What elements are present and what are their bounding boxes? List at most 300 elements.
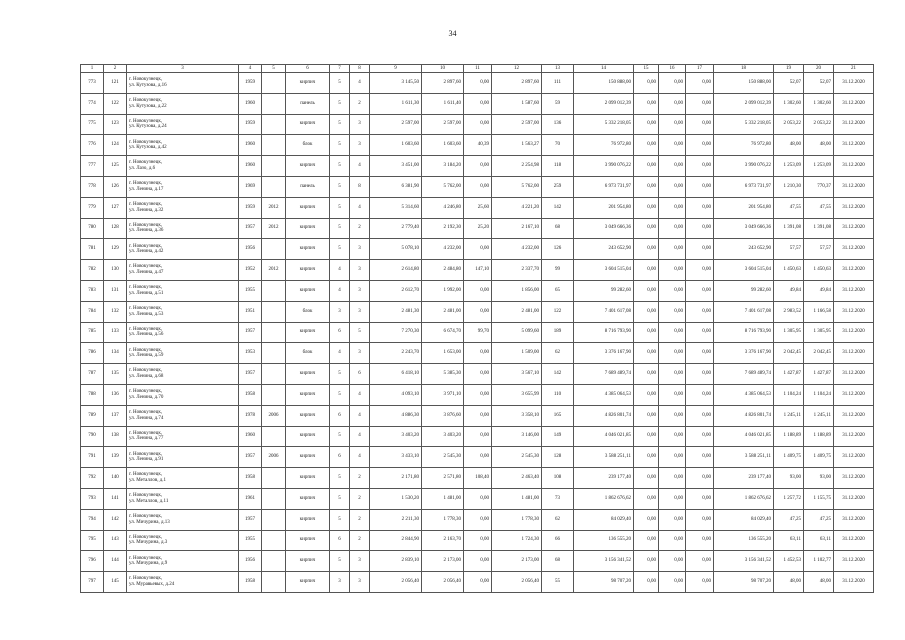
column-header-11: 11 — [464, 65, 492, 73]
cell-c16: 0,00 — [659, 426, 686, 447]
table-row — [81, 239, 874, 260]
cell-c6: кирпич — [286, 260, 330, 281]
cell-c21: 31.12.2020 — [834, 260, 874, 281]
column-header-10: 10 — [422, 65, 464, 73]
address-cell — [127, 322, 239, 343]
cell-c18: 4 385 064,53 — [714, 384, 774, 405]
cell-c7: 5 — [330, 384, 350, 405]
cell-c16: 0,00 — [659, 197, 686, 218]
cell-c15: 0,00 — [634, 384, 659, 405]
cell-c16: 0,00 — [659, 384, 686, 405]
address-cell — [127, 197, 239, 218]
cell-c8: 4 — [350, 73, 370, 94]
cell-c1: 778 — [81, 176, 104, 197]
cell-c8: 6 — [350, 364, 370, 385]
address-city: г. Новокузнецк, — [129, 326, 163, 332]
table-row — [81, 488, 874, 509]
cell-c5: 2012 — [262, 218, 286, 239]
address-street: ул. Мичурина, д.3 — [129, 540, 168, 546]
address-cell — [127, 135, 239, 156]
column-header-20: 20 — [804, 65, 834, 73]
cell-c10: 4 246,80 — [422, 197, 464, 218]
cell-c7: 6 — [330, 405, 350, 426]
cell-c13: 122 — [542, 301, 574, 322]
cell-c5: 2012 — [262, 260, 286, 281]
cell-c1: 792 — [81, 468, 104, 489]
address-city: г. Новокузнецк, — [129, 472, 163, 478]
cell-c8: 2 — [350, 218, 370, 239]
cell-c8: 2 — [350, 93, 370, 114]
cell-c6: кирпич — [286, 488, 330, 509]
cell-c6: кирпич — [286, 197, 330, 218]
cell-c17: 0,00 — [686, 218, 714, 239]
address-cell — [127, 73, 239, 94]
column-header-14: 14 — [574, 65, 634, 73]
cell-c19: 1 253,09 — [774, 156, 804, 177]
address-street: ул. Ленина, д.77 — [129, 436, 164, 442]
cell-c20: 1 302,60 — [804, 93, 834, 114]
cell-c2: 127 — [104, 197, 127, 218]
cell-c18: 3 376 167,90 — [714, 343, 774, 364]
cell-c9: 5 078,10 — [370, 239, 422, 260]
cell-c16: 0,00 — [659, 73, 686, 94]
cell-c21: 31.12.2020 — [834, 447, 874, 468]
cell-c6: кирпич — [286, 156, 330, 177]
address-street: ул. Ленина, д.36 — [129, 228, 164, 234]
address-street: ул. Мичурина, д.13 — [129, 519, 170, 525]
cell-c1: 783 — [81, 280, 104, 301]
address-cell — [127, 530, 239, 551]
cell-c9: 5 314,60 — [370, 197, 422, 218]
cell-c5 — [262, 551, 286, 572]
address-street: ул. Ленина, д.51 — [129, 290, 164, 296]
cell-c2: 136 — [104, 384, 127, 405]
cell-c1: 779 — [81, 197, 104, 218]
cell-c4: 1960 — [239, 426, 262, 447]
cell-c10: 2 192,30 — [422, 218, 464, 239]
cell-c11: 0,00 — [464, 509, 492, 530]
cell-c14: 3 156 341,52 — [574, 551, 634, 572]
cell-c16: 0,00 — [659, 322, 686, 343]
cell-c5 — [262, 343, 286, 364]
cell-c12: 1 856,00 — [492, 280, 542, 301]
cell-c16: 0,00 — [659, 572, 686, 593]
cell-c4: 1951 — [239, 301, 262, 322]
cell-c14: 84 029,40 — [574, 509, 634, 530]
cell-c18: 136 555,20 — [714, 530, 774, 551]
cell-c17: 0,00 — [686, 114, 714, 135]
table-header-row — [81, 65, 874, 73]
cell-c13: 73 — [542, 488, 574, 509]
address-cell — [127, 93, 239, 114]
address-cell — [127, 364, 239, 385]
cell-c9: 2 612,70 — [370, 280, 422, 301]
cell-c8: 5 — [350, 322, 370, 343]
cell-c7: 5 — [330, 114, 350, 135]
cell-c14: 243 652,90 — [574, 239, 634, 260]
cell-c19: 1 391,08 — [774, 218, 804, 239]
cell-c10: 5 385,30 — [422, 364, 464, 385]
address-street: ул. Мичурина, д.9 — [129, 561, 168, 567]
cell-c8: 3 — [350, 551, 370, 572]
cell-c4: 1957 — [239, 218, 262, 239]
cell-c1: 775 — [81, 114, 104, 135]
cell-c18: 99 282,60 — [714, 280, 774, 301]
cell-c6: кирпич — [286, 509, 330, 530]
cell-c11: 0,00 — [464, 239, 492, 260]
cell-c9: 2 844,90 — [370, 530, 422, 551]
cell-c20: 1 305,95 — [804, 322, 834, 343]
cell-c18: 3 604 515,04 — [714, 260, 774, 281]
table-row — [81, 260, 874, 281]
cell-c12: 1 563,27 — [492, 135, 542, 156]
cell-c17: 0,00 — [686, 509, 714, 530]
cell-c10: 2 597,00 — [422, 114, 464, 135]
cell-c8: 2 — [350, 530, 370, 551]
cell-c12: 2 597,00 — [492, 114, 542, 135]
cell-c4: 1957 — [239, 447, 262, 468]
cell-c6: кирпич — [286, 468, 330, 489]
table-row — [81, 426, 874, 447]
cell-c12: 5 762,00 — [492, 176, 542, 197]
table-row — [81, 468, 874, 489]
cell-c11: 0,00 — [464, 530, 492, 551]
cell-c19: 63,11 — [774, 530, 804, 551]
cell-c12: 2 173,00 — [492, 551, 542, 572]
cell-c7: 5 — [330, 509, 350, 530]
cell-c17: 0,00 — [686, 260, 714, 281]
cell-c4: 1957 — [239, 364, 262, 385]
cell-c1: 791 — [81, 447, 104, 468]
cell-c9: 3 433,10 — [370, 447, 422, 468]
cell-c18: 7 401 617,08 — [714, 301, 774, 322]
column-header-3: 3 — [127, 65, 239, 73]
cell-c2: 144 — [104, 551, 127, 572]
cell-c13: 126 — [542, 239, 574, 260]
cell-c6: кирпич — [286, 384, 330, 405]
address-city: г. Новокузнецк, — [129, 139, 163, 145]
column-header-2: 2 — [104, 65, 127, 73]
cell-c7: 5 — [330, 551, 350, 572]
cell-c9: 6 418,10 — [370, 364, 422, 385]
column-header-8: 8 — [350, 65, 370, 73]
cell-c20: 1 188,89 — [804, 426, 834, 447]
cell-c17: 0,00 — [686, 551, 714, 572]
cell-c15: 0,00 — [634, 73, 659, 94]
address-street: ул. Ленина, д.91 — [129, 457, 164, 463]
cell-c13: 55 — [542, 572, 574, 593]
cell-c16: 0,00 — [659, 364, 686, 385]
cell-c19: 1 450,63 — [774, 260, 804, 281]
cell-c11: 147,10 — [464, 260, 492, 281]
cell-c7: 4 — [330, 280, 350, 301]
cell-c14: 3 049 666,36 — [574, 218, 634, 239]
cell-c8: 3 — [350, 301, 370, 322]
cell-c21: 31.12.2020 — [834, 73, 874, 94]
cell-c1: 793 — [81, 488, 104, 509]
table-row — [81, 114, 874, 135]
cell-c1: 776 — [81, 135, 104, 156]
cell-c14: 2 099 012,39 — [574, 93, 634, 114]
cell-c5 — [262, 426, 286, 447]
cell-c12: 3 567,10 — [492, 364, 542, 385]
table-row — [81, 156, 874, 177]
column-header-15: 15 — [634, 65, 659, 73]
table-row — [81, 176, 874, 197]
cell-c18: 3 990 076,22 — [714, 156, 774, 177]
cell-c2: 132 — [104, 301, 127, 322]
cell-c19: 1 245,11 — [774, 405, 804, 426]
cell-c1: 790 — [81, 426, 104, 447]
cell-c10: 3 403,20 — [422, 426, 464, 447]
cell-c14: 4 385 064,53 — [574, 384, 634, 405]
cell-c17: 0,00 — [686, 405, 714, 426]
cell-c12: 2 254,98 — [492, 156, 542, 177]
address-city: г. Новокузнецк, — [129, 306, 163, 312]
cell-c13: 142 — [542, 197, 574, 218]
cell-c7: 5 — [330, 73, 350, 94]
cell-c14: 99 282,60 — [574, 280, 634, 301]
column-header-4: 4 — [239, 65, 262, 73]
cell-c21: 31.12.2020 — [834, 572, 874, 593]
cell-c9: 2 481,30 — [370, 301, 422, 322]
cell-c21: 31.12.2020 — [834, 114, 874, 135]
cell-c7: 5 — [330, 218, 350, 239]
cell-c21: 31.12.2020 — [834, 135, 874, 156]
cell-c13: 62 — [542, 343, 574, 364]
cell-c1: 794 — [81, 509, 104, 530]
cell-c5: 2012 — [262, 197, 286, 218]
cell-c8: 3 — [350, 260, 370, 281]
cell-c21: 31.12.2020 — [834, 509, 874, 530]
page-number: 34 — [448, 29, 457, 38]
cell-c8: 3 — [350, 572, 370, 593]
cell-c17: 0,00 — [686, 530, 714, 551]
address-street: ул. Кутузова, д.22 — [129, 103, 167, 109]
column-header-17: 17 — [686, 65, 714, 73]
cell-c21: 31.12.2020 — [834, 551, 874, 572]
cell-c5 — [262, 176, 286, 197]
cell-c6: кирпич — [286, 572, 330, 593]
cell-c16: 0,00 — [659, 260, 686, 281]
cell-c11: 0,00 — [464, 384, 492, 405]
cell-c18: 4 046 021,85 — [714, 426, 774, 447]
cell-c20: 770,37 — [804, 176, 834, 197]
cell-c6: блок — [286, 343, 330, 364]
cell-c19: 1 104,24 — [774, 384, 804, 405]
table-row — [81, 343, 874, 364]
cell-c6: блок — [286, 135, 330, 156]
cell-c17: 0,00 — [686, 572, 714, 593]
cell-c15: 0,00 — [634, 280, 659, 301]
cell-c21: 31.12.2020 — [834, 322, 874, 343]
cell-c11: 0,00 — [464, 551, 492, 572]
cell-c7: 6 — [330, 530, 350, 551]
cell-c18: 2 099 012,39 — [714, 93, 774, 114]
cell-c21: 31.12.2020 — [834, 156, 874, 177]
cell-c19: 57,57 — [774, 239, 804, 260]
cell-c9: 1 603,60 — [370, 135, 422, 156]
cell-c9: 2 171,80 — [370, 468, 422, 489]
cell-c10: 1 603,60 — [422, 135, 464, 156]
table-row — [81, 447, 874, 468]
cell-c4: 1969 — [239, 176, 262, 197]
column-header-13: 13 — [542, 65, 574, 73]
cell-c15: 0,00 — [634, 260, 659, 281]
cell-c10: 1 778,30 — [422, 509, 464, 530]
cell-c5 — [262, 572, 286, 593]
cell-c15: 0,00 — [634, 197, 659, 218]
cell-c13: 189 — [542, 322, 574, 343]
cell-c1: 795 — [81, 530, 104, 551]
cell-c7: 5 — [330, 156, 350, 177]
cell-c10: 2 481,00 — [422, 301, 464, 322]
cell-c9: 2 243,70 — [370, 343, 422, 364]
cell-c4: 1952 — [239, 260, 262, 281]
cell-c4: 1956 — [239, 551, 262, 572]
cell-c13: 165 — [542, 405, 574, 426]
cell-c19: 93,00 — [774, 468, 804, 489]
cell-c16: 0,00 — [659, 447, 686, 468]
address-city: г. Новокузнецк, — [129, 243, 163, 249]
cell-c14: 7 689 489,74 — [574, 364, 634, 385]
cell-c18: 84 029,40 — [714, 509, 774, 530]
cell-c14: 239 177,40 — [574, 468, 634, 489]
cell-c7: 5 — [330, 93, 350, 114]
cell-c7: 5 — [330, 426, 350, 447]
column-header-7: 7 — [330, 65, 350, 73]
cell-c16: 0,00 — [659, 551, 686, 572]
cell-c4: 1961 — [239, 488, 262, 509]
cell-c5: 2006 — [262, 405, 286, 426]
address-street: ул. Металлов, д.1 — [129, 478, 167, 484]
cell-c12: 3 655,99 — [492, 384, 542, 405]
cell-c16: 0,00 — [659, 530, 686, 551]
cell-c19: 48,00 — [774, 572, 804, 593]
cell-c18: 3 156 341,52 — [714, 551, 774, 572]
cell-c1: 773 — [81, 73, 104, 94]
cell-c4: 1960 — [239, 135, 262, 156]
cell-c10: 1 611,40 — [422, 93, 464, 114]
cell-c16: 0,00 — [659, 405, 686, 426]
cell-c18: 76 972,80 — [714, 135, 774, 156]
cell-c10: 2 571,80 — [422, 468, 464, 489]
cell-c15: 0,00 — [634, 405, 659, 426]
cell-c2: 141 — [104, 488, 127, 509]
cell-c4: 1953 — [239, 343, 262, 364]
table-row — [81, 509, 874, 530]
table-row — [81, 405, 874, 426]
cell-c7: 3 — [330, 572, 350, 593]
cell-c1: 782 — [81, 260, 104, 281]
cell-c1: 774 — [81, 93, 104, 114]
table-row — [81, 530, 874, 551]
address-city: г. Новокузнецк, — [129, 368, 163, 374]
cell-c13: 128 — [542, 447, 574, 468]
cell-c2: 133 — [104, 322, 127, 343]
cell-c7: 5 — [330, 176, 350, 197]
cell-c18: 1 862 676,62 — [714, 488, 774, 509]
cell-c9: 2 614,80 — [370, 260, 422, 281]
cell-c21: 31.12.2020 — [834, 405, 874, 426]
table-row — [81, 93, 874, 114]
cell-c14: 3 990 076,22 — [574, 156, 634, 177]
cell-c14: 98 707,20 — [574, 572, 634, 593]
cell-c12: 2 167,10 — [492, 218, 542, 239]
cell-c13: 70 — [542, 135, 574, 156]
cell-c12: 5 099,60 — [492, 322, 542, 343]
cell-c2: 129 — [104, 239, 127, 260]
address-street: ул. Кутузова, д.42 — [129, 145, 167, 151]
cell-c20: 57,57 — [804, 239, 834, 260]
cell-c15: 0,00 — [634, 156, 659, 177]
address-city: г. Новокузнецк, — [129, 222, 163, 228]
address-cell — [127, 447, 239, 468]
cell-c18: 5 332 218,05 — [714, 114, 774, 135]
cell-c15: 0,00 — [634, 93, 659, 114]
cell-c19: 47,25 — [774, 509, 804, 530]
cell-c12: 2 056,40 — [492, 572, 542, 593]
cell-c17: 0,00 — [686, 135, 714, 156]
cell-c2: 130 — [104, 260, 127, 281]
cell-c1: 785 — [81, 322, 104, 343]
cell-c19: 47,55 — [774, 197, 804, 218]
cell-c20: 2 053,22 — [804, 114, 834, 135]
cell-c11: 0,00 — [464, 280, 492, 301]
cell-c5 — [262, 530, 286, 551]
cell-c15: 0,00 — [634, 322, 659, 343]
cell-c13: 68 — [542, 218, 574, 239]
cell-c13: 65 — [542, 280, 574, 301]
housing-register-table — [80, 64, 874, 593]
cell-c14: 3 588 251,11 — [574, 447, 634, 468]
address-street: ул. Ленина, д.68 — [129, 374, 164, 380]
cell-c11: 0,00 — [464, 301, 492, 322]
cell-c8: 4 — [350, 197, 370, 218]
cell-c15: 0,00 — [634, 218, 659, 239]
cell-c14: 5 332 218,05 — [574, 114, 634, 135]
cell-c10: 2 897,60 — [422, 73, 464, 94]
cell-c17: 0,00 — [686, 197, 714, 218]
cell-c13: 108 — [542, 468, 574, 489]
column-header-19: 19 — [774, 65, 804, 73]
address-street: ул. Ленина, д.74 — [129, 415, 164, 421]
address-cell — [127, 468, 239, 489]
cell-c1: 787 — [81, 364, 104, 385]
cell-c11: 99,70 — [464, 322, 492, 343]
cell-c21: 31.12.2020 — [834, 530, 874, 551]
cell-c11: 0,00 — [464, 176, 492, 197]
cell-c17: 0,00 — [686, 239, 714, 260]
cell-c2: 124 — [104, 135, 127, 156]
cell-c21: 31.12.2020 — [834, 218, 874, 239]
cell-c7: 5 — [330, 239, 350, 260]
address-cell — [127, 488, 239, 509]
cell-c16: 0,00 — [659, 509, 686, 530]
cell-c16: 0,00 — [659, 343, 686, 364]
cell-c1: 796 — [81, 551, 104, 572]
cell-c13: 149 — [542, 426, 574, 447]
cell-c13: 68 — [542, 551, 574, 572]
cell-c10: 3 876,60 — [422, 405, 464, 426]
cell-c5 — [262, 93, 286, 114]
cell-c2: 145 — [104, 572, 127, 593]
cell-c19: 1 427,87 — [774, 364, 804, 385]
cell-c12: 1 481,00 — [492, 488, 542, 509]
cell-c14: 7 401 617,08 — [574, 301, 634, 322]
cell-c9: 3 403,20 — [370, 426, 422, 447]
cell-c21: 31.12.2020 — [834, 93, 874, 114]
